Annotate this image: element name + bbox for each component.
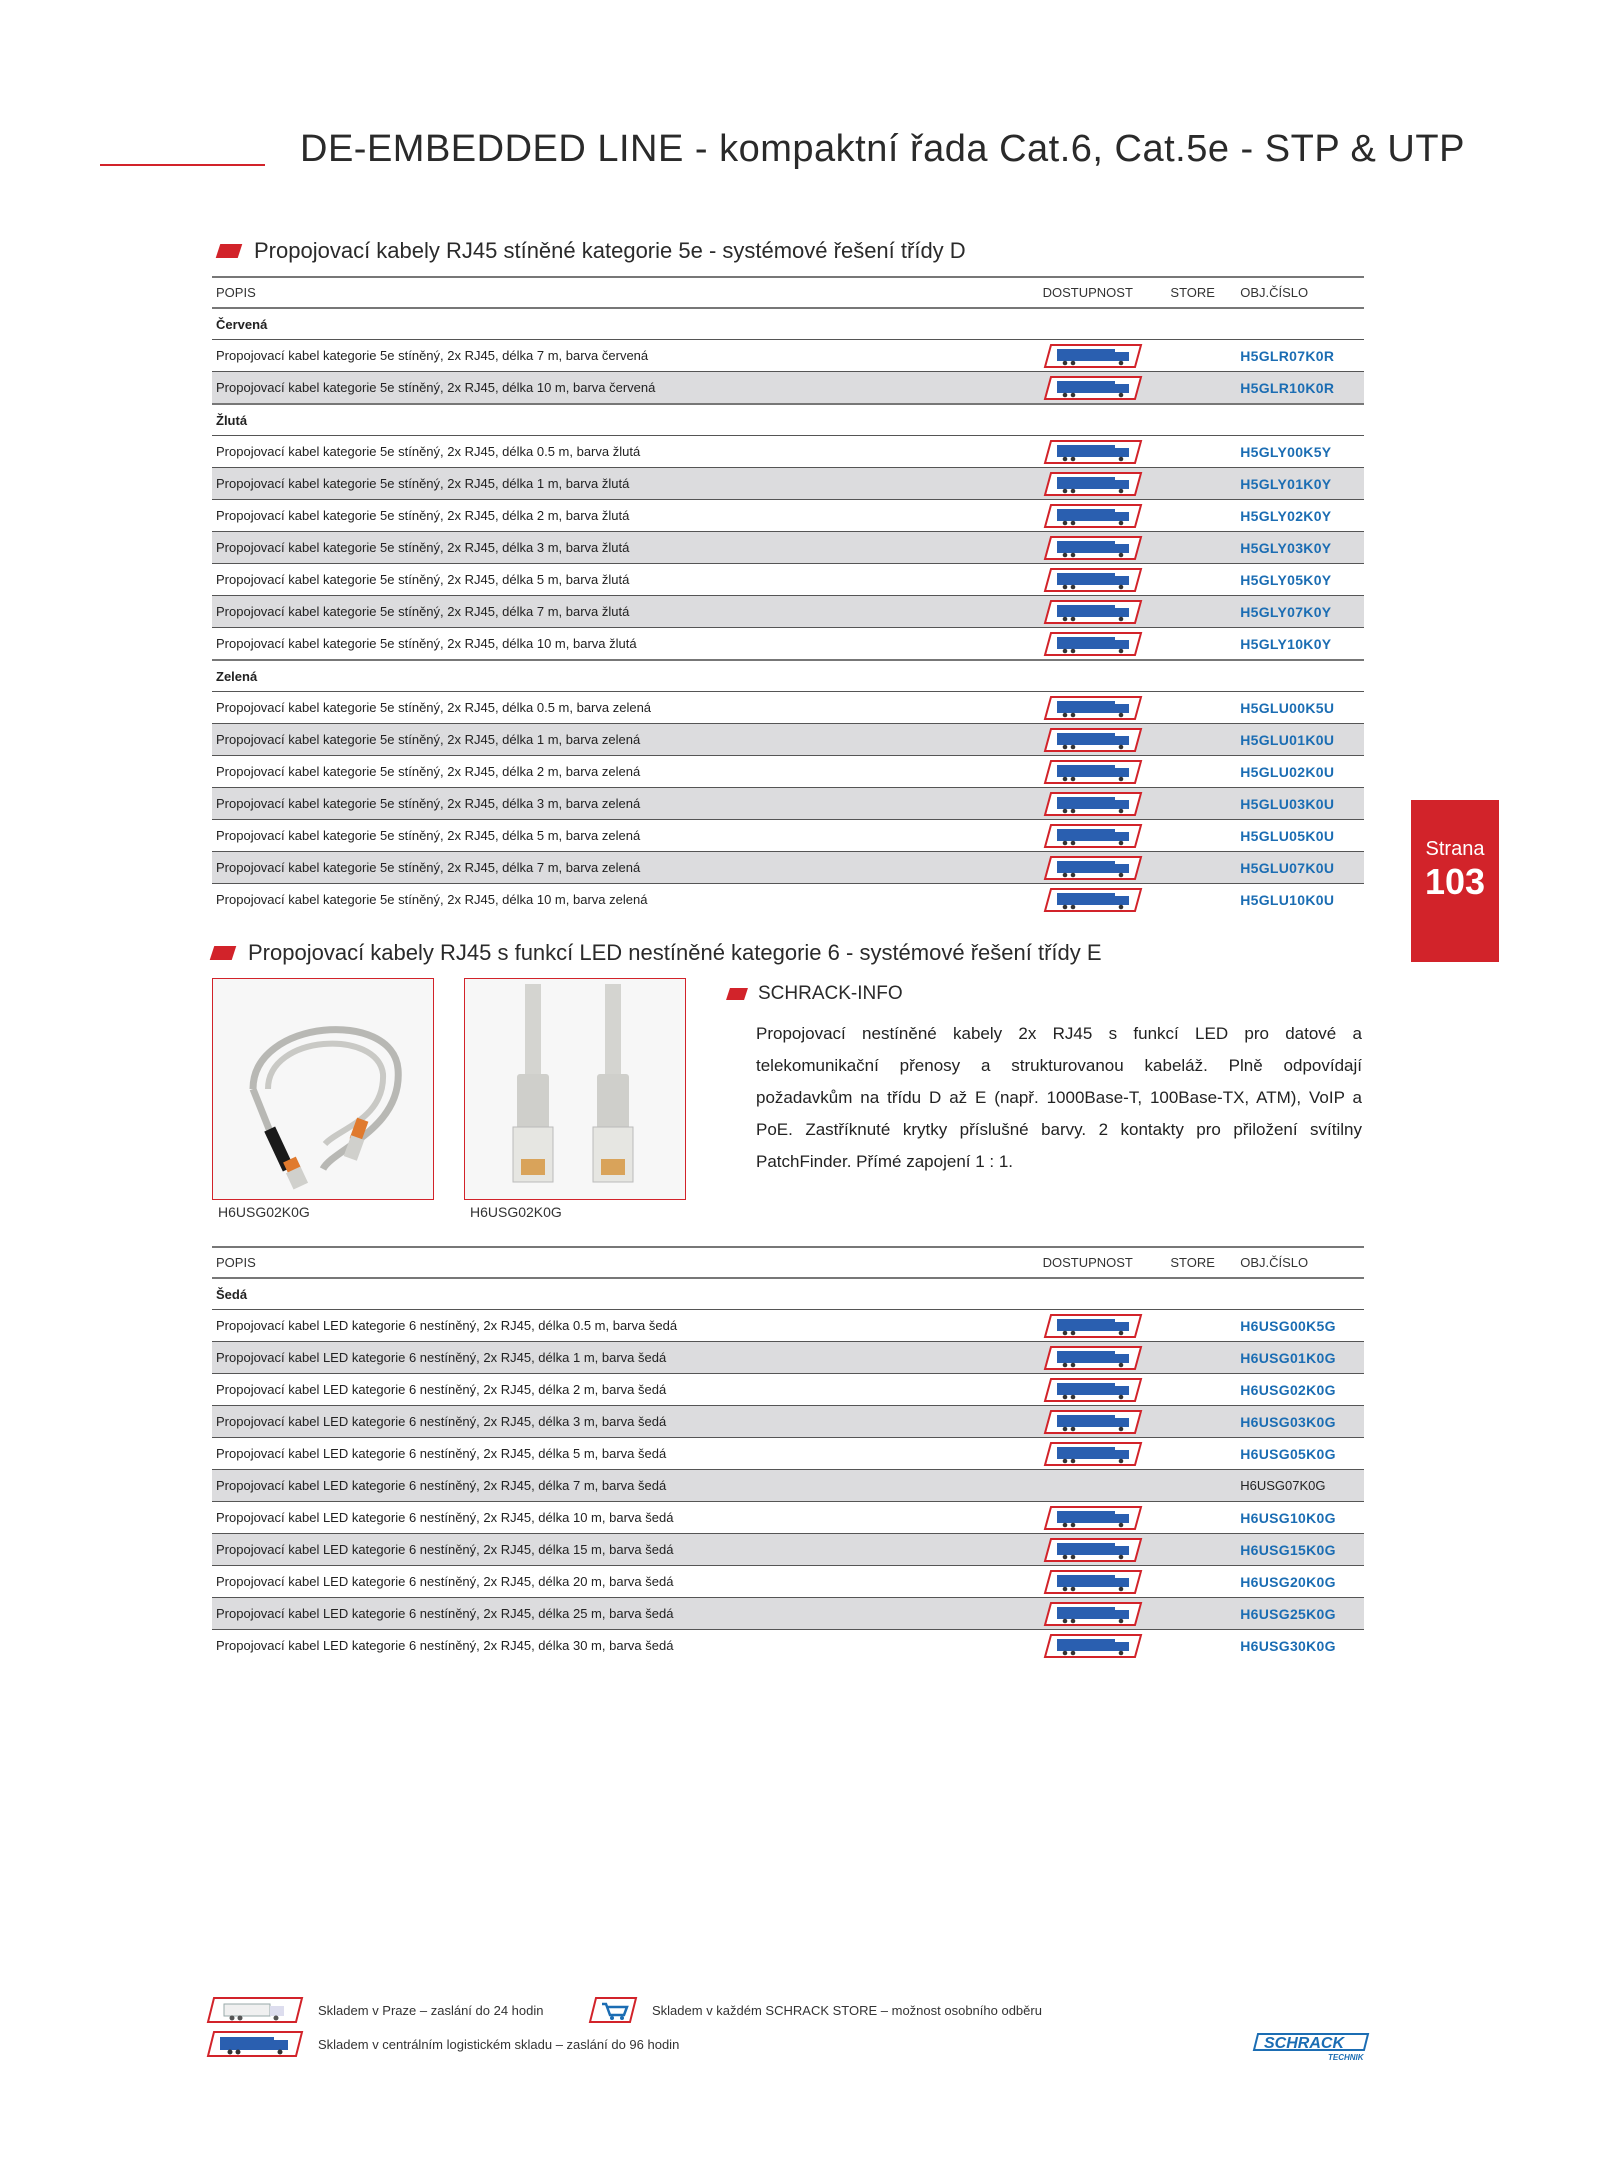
- product-description: Propojovací kabel LED kategorie 6 nestíněný, 2x RJ45, délka 30 m, barva šedá: [212, 1630, 1039, 1662]
- truck-white-icon: [206, 1996, 304, 2024]
- store-cell: [1166, 1342, 1236, 1374]
- truck-blue-icon: [1043, 567, 1143, 593]
- order-number[interactable]: H6USG02K0G: [1236, 1374, 1364, 1406]
- store-cell: [1166, 596, 1236, 628]
- order-number[interactable]: H6USG00K5G: [1236, 1310, 1364, 1342]
- table-row: [212, 436, 1364, 468]
- photo-caption-1: H6USG02K0G: [218, 1204, 310, 1220]
- store-cell: [1166, 1502, 1236, 1534]
- col-header-store: STORE: [1166, 1247, 1236, 1278]
- group-row: [212, 404, 1364, 436]
- table-row: [212, 820, 1364, 852]
- table-row: [212, 1502, 1364, 1534]
- table-row: [212, 532, 1364, 564]
- legend-central: [206, 2030, 679, 2058]
- col-header-popis: POPIS: [212, 1247, 1039, 1278]
- availability-cell: [1039, 852, 1167, 884]
- order-number[interactable]: H5GLU01K0U: [1236, 724, 1364, 756]
- order-number[interactable]: H6USG10K0G: [1236, 1502, 1364, 1534]
- store-cell: [1166, 788, 1236, 820]
- table-row: [212, 884, 1364, 916]
- store-cell: [1166, 628, 1236, 661]
- availability-cell: [1039, 564, 1167, 596]
- store-cell: [1166, 500, 1236, 532]
- store-cell: [1166, 756, 1236, 788]
- store-cell: [1166, 1374, 1236, 1406]
- order-number[interactable]: H5GLY05K0Y: [1236, 564, 1364, 596]
- col-header-dostupnost: DOSTUPNOST: [1039, 1247, 1167, 1278]
- photo-caption-2: H6USG02K0G: [470, 1204, 562, 1220]
- product-description: Propojovací kabel kategorie 5e stíněný, 2x RJ45, délka 10 m, barva žlutá: [212, 628, 1039, 661]
- product-description: Propojovací kabel kategorie 5e stíněný, 2x RJ45, délka 7 m, barva červená: [212, 340, 1039, 372]
- order-number[interactable]: H5GLU00K5U: [1236, 692, 1364, 724]
- store-cell: [1166, 532, 1236, 564]
- availability-cell: [1039, 1630, 1167, 1662]
- table-row: [212, 1438, 1364, 1470]
- truck-blue-icon: [1043, 1441, 1143, 1467]
- store-cell: [1166, 1310, 1236, 1342]
- availability-cell: [1039, 596, 1167, 628]
- page-number-tab: [1411, 800, 1499, 962]
- table-row: [212, 724, 1364, 756]
- truck-blue-icon: [1043, 1505, 1143, 1531]
- store-cell: [1166, 340, 1236, 372]
- store-cell: [1166, 692, 1236, 724]
- store-cell: [1166, 852, 1236, 884]
- order-number[interactable]: H5GLU05K0U: [1236, 820, 1364, 852]
- store-cell: [1166, 436, 1236, 468]
- store-cell: [1166, 372, 1236, 405]
- order-number[interactable]: H5GLY02K0Y: [1236, 500, 1364, 532]
- store-cell: [1166, 1630, 1236, 1662]
- availability-cell: [1039, 1374, 1167, 1406]
- truck-blue-icon: [1043, 759, 1143, 785]
- table-row: [212, 1534, 1364, 1566]
- product-description: Propojovací kabel kategorie 5e stíněný, 2x RJ45, délka 3 m, barva žlutá: [212, 532, 1039, 564]
- table-row: [212, 756, 1364, 788]
- product-description: Propojovací kabel kategorie 5e stíněný, 2x RJ45, délka 0.5 m, barva zelená: [212, 692, 1039, 724]
- legend-prague-text: Skladem v Praze – zaslání do 24 hodin: [318, 2002, 544, 2018]
- truck-blue-icon: [1043, 535, 1143, 561]
- store-cell: [1166, 1470, 1236, 1502]
- order-number: H6USG07K0G: [1236, 1470, 1364, 1502]
- table-row: [212, 1630, 1364, 1662]
- product-description: Propojovací kabel LED kategorie 6 nestíněný, 2x RJ45, délka 3 m, barva šedá: [212, 1406, 1039, 1438]
- product-description: Propojovací kabel kategorie 5e stíněný, 2x RJ45, délka 1 m, barva žlutá: [212, 468, 1039, 500]
- product-photo-connectors: [464, 978, 686, 1200]
- truck-blue-icon: [1043, 471, 1143, 497]
- schrack-logo: [1250, 2030, 1370, 2069]
- truck-blue-icon: [1043, 631, 1143, 657]
- order-number[interactable]: H6USG01K0G: [1236, 1342, 1364, 1374]
- availability-cell: [1039, 372, 1167, 405]
- store-cell: [1166, 724, 1236, 756]
- group-row: [212, 660, 1364, 692]
- product-description: Propojovací kabel LED kategorie 6 nestíněný, 2x RJ45, délka 5 m, barva šedá: [212, 1438, 1039, 1470]
- col-header-obj-cislo: OBJ.ČÍSLO: [1236, 277, 1364, 308]
- availability-cell: [1039, 756, 1167, 788]
- group-name: Žlutá: [212, 404, 1364, 436]
- page-number: 103: [1424, 861, 1486, 902]
- header-rule: [100, 164, 265, 166]
- truck-blue-icon: [1043, 1345, 1143, 1371]
- table-row: [212, 1598, 1364, 1630]
- order-number[interactable]: H6USG30K0G: [1236, 1630, 1364, 1662]
- table-row: [212, 628, 1364, 661]
- availability-cell: [1039, 436, 1167, 468]
- group-name: Červená: [212, 308, 1364, 340]
- order-number[interactable]: H5GLY07K0Y: [1236, 596, 1364, 628]
- col-header-obj-cislo: OBJ.ČÍSLO: [1236, 1247, 1364, 1278]
- col-header-dostupnost: DOSTUPNOST: [1039, 277, 1167, 308]
- store-cell: [1166, 468, 1236, 500]
- legend-prague: [206, 1996, 543, 2024]
- group-name: Zelená: [212, 660, 1364, 692]
- table-row: [212, 468, 1364, 500]
- table-row: [212, 340, 1364, 372]
- availability-cell: [1039, 1534, 1167, 1566]
- product-table-cat5e: [212, 276, 1364, 915]
- table-header-row: [212, 277, 1364, 308]
- section2-title: Propojovací kabely RJ45 s funkcí LED nestíněné kategorie 6 - systémové řešení třídy E: [248, 940, 1102, 965]
- availability-cell: [1039, 1438, 1167, 1470]
- group-row: [212, 308, 1364, 340]
- group-name: Šedá: [212, 1278, 1364, 1310]
- product-description: Propojovací kabel kategorie 5e stíněný, 2x RJ45, délka 2 m, barva žlutá: [212, 500, 1039, 532]
- order-number[interactable]: H5GLY03K0Y: [1236, 532, 1364, 564]
- truck-blue-icon: [1043, 343, 1143, 369]
- truck-blue-icon: [1043, 823, 1143, 849]
- order-number[interactable]: H6USG05K0G: [1236, 1438, 1364, 1470]
- legend-store-text: Skladem v každém SCHRACK STORE – možnost osobního odběru: [652, 2002, 1042, 2018]
- table-row: [212, 1310, 1364, 1342]
- product-photo-cable-coil: [212, 978, 434, 1200]
- store-cell: [1166, 1534, 1236, 1566]
- shopping-cart-icon: [588, 1996, 638, 2024]
- order-number[interactable]: H5GLU02K0U: [1236, 756, 1364, 788]
- product-description: Propojovací kabel LED kategorie 6 nestíněný, 2x RJ45, délka 15 m, barva šedá: [212, 1534, 1039, 1566]
- section-marker-icon: [216, 244, 243, 258]
- product-description: Propojovací kabel LED kategorie 6 nestíněný, 2x RJ45, délka 1 m, barva šedá: [212, 1342, 1039, 1374]
- availability-cell: [1039, 1406, 1167, 1438]
- truck-blue-icon: [1043, 791, 1143, 817]
- availability-cell: [1039, 468, 1167, 500]
- table-row: [212, 692, 1364, 724]
- truck-blue-icon: [1043, 599, 1143, 625]
- product-description: Propojovací kabel kategorie 5e stíněný, 2x RJ45, délka 7 m, barva žlutá: [212, 596, 1039, 628]
- table-row: [212, 1374, 1364, 1406]
- truck-blue-icon: [206, 2030, 304, 2058]
- store-cell: [1166, 564, 1236, 596]
- order-number[interactable]: H5GLR10K0R: [1236, 372, 1364, 405]
- truck-blue-icon: [1043, 1537, 1143, 1563]
- availability-cell: [1039, 340, 1167, 372]
- truck-blue-icon: [1043, 887, 1143, 913]
- legend-central-text: Skladem v centrálním logistickém skladu – zaslání do 96 hodin: [318, 2036, 680, 2052]
- store-cell: [1166, 1406, 1236, 1438]
- table-row: [212, 788, 1364, 820]
- table-row: [212, 852, 1364, 884]
- product-description: Propojovací kabel kategorie 5e stíněný, 2x RJ45, délka 5 m, barva zelená: [212, 820, 1039, 852]
- availability-cell: [1039, 884, 1167, 916]
- product-description: Propojovací kabel LED kategorie 6 nestíněný, 2x RJ45, délka 20 m, barva šedá: [212, 1566, 1039, 1598]
- truck-blue-icon: [1043, 855, 1143, 881]
- product-description: Propojovací kabel kategorie 5e stíněný, 2x RJ45, délka 10 m, barva červená: [212, 372, 1039, 405]
- section-marker-icon: [210, 946, 237, 960]
- order-number[interactable]: H5GLR07K0R: [1236, 340, 1364, 372]
- truck-blue-icon: [1043, 1409, 1143, 1435]
- product-description: Propojovací kabel kategorie 5e stíněný, 2x RJ45, délka 3 m, barva zelená: [212, 788, 1039, 820]
- product-description: Propojovací kabel kategorie 5e stíněný, 2x RJ45, délka 5 m, barva žlutá: [212, 564, 1039, 596]
- product-description: Propojovací kabel LED kategorie 6 nestíněný, 2x RJ45, délka 2 m, barva šedá: [212, 1374, 1039, 1406]
- table-row: [212, 1566, 1364, 1598]
- truck-blue-icon: [1043, 439, 1143, 465]
- availability-cell: [1039, 724, 1167, 756]
- order-number[interactable]: H6USG15K0G: [1236, 1534, 1364, 1566]
- legend-store: [588, 1996, 1042, 2024]
- page-title: DE-EMBEDDED LINE - kompaktní řada Cat.6, Cat.5e - STP & UTP: [300, 128, 1465, 170]
- group-row: [212, 1278, 1364, 1310]
- table-row: [212, 1406, 1364, 1438]
- rj45-connectors-icon: [465, 979, 685, 1199]
- order-number[interactable]: H5GLY01K0Y: [1236, 468, 1364, 500]
- product-description: Propojovací kabel LED kategorie 6 nestíněný, 2x RJ45, délka 10 m, barva šedá: [212, 1502, 1039, 1534]
- section2-title-row: [212, 940, 1102, 966]
- product-description: Propojovací kabel kategorie 5e stíněný, 2x RJ45, délka 1 m, barva zelená: [212, 724, 1039, 756]
- order-number[interactable]: H6USG20K0G: [1236, 1566, 1364, 1598]
- store-cell: [1166, 884, 1236, 916]
- truck-blue-icon: [1043, 1601, 1143, 1627]
- availability-cell: [1039, 532, 1167, 564]
- availability-cell: [1039, 1310, 1167, 1342]
- schrack-info-title: SCHRACK-INFO: [758, 983, 903, 1004]
- product-table-cat6-led: [212, 1246, 1364, 1661]
- svg-text:TECHNIK: TECHNIK: [1328, 2053, 1364, 2062]
- availability-cell: [1039, 1470, 1167, 1502]
- section1-title: Propojovací kabely RJ45 stíněné kategorie 5e - systémové řešení třídy D: [254, 238, 966, 263]
- truck-blue-icon: [1043, 695, 1143, 721]
- truck-blue-icon: [1043, 1569, 1143, 1595]
- truck-blue-icon: [1043, 1377, 1143, 1403]
- product-description: Propojovací kabel LED kategorie 6 nestíněný, 2x RJ45, délka 7 m, barva šedá: [212, 1470, 1039, 1502]
- truck-blue-icon: [1043, 1313, 1143, 1339]
- table-row: [212, 372, 1364, 405]
- table-header-row: [212, 1247, 1364, 1278]
- table-row: [212, 596, 1364, 628]
- section1-title-row: [218, 238, 966, 264]
- store-cell: [1166, 820, 1236, 852]
- product-description: Propojovací kabel LED kategorie 6 nestíněný, 2x RJ45, délka 25 m, barva šedá: [212, 1598, 1039, 1630]
- info-marker-icon: [726, 988, 748, 1000]
- order-number[interactable]: H5GLY00K5Y: [1236, 436, 1364, 468]
- col-header-store: STORE: [1166, 277, 1236, 308]
- table-row: [212, 564, 1364, 596]
- svg-text:SCHRACK: SCHRACK: [1264, 2035, 1344, 2052]
- availability-cell: [1039, 692, 1167, 724]
- truck-blue-icon: [1043, 503, 1143, 529]
- order-number[interactable]: H5GLY10K0Y: [1236, 628, 1364, 661]
- store-cell: [1166, 1598, 1236, 1630]
- schrack-logo-icon: [1250, 2030, 1370, 2064]
- table-row: [212, 1342, 1364, 1374]
- schrack-info-text: Propojovací nestíněné kabely 2x RJ45 s funkcí LED pro datové a telekomunikační přenosy a strukturovanou kabeláž. Plně odpovídají požadavkům na třídu D až E (např. 1000Base-T, 100Base-TX, ATM), VoIP a PoE. Zastříknuté krytky příslušné barvy. 2 kontakty pro přiložení svítilny PatchFinder. Přímé zapojení 1 : 1.: [756, 1024, 1362, 1171]
- col-header-popis: POPIS: [212, 277, 1039, 308]
- availability-cell: [1039, 500, 1167, 532]
- truck-blue-icon: [1043, 727, 1143, 753]
- availability-cell: [1039, 1598, 1167, 1630]
- table-row: [212, 500, 1364, 532]
- availability-cell: [1039, 628, 1167, 661]
- product-description: Propojovací kabel kategorie 5e stíněný, 2x RJ45, délka 10 m, barva zelená: [212, 884, 1039, 916]
- order-number[interactable]: H6USG03K0G: [1236, 1406, 1364, 1438]
- availability-cell: [1039, 820, 1167, 852]
- order-number[interactable]: H5GLU07K0U: [1236, 852, 1364, 884]
- order-number[interactable]: H5GLU10K0U: [1236, 884, 1364, 916]
- product-description: Propojovací kabel kategorie 5e stíněný, 2x RJ45, délka 7 m, barva zelená: [212, 852, 1039, 884]
- order-number[interactable]: H5GLU03K0U: [1236, 788, 1364, 820]
- availability-cell: [1039, 1566, 1167, 1598]
- truck-blue-icon: [1043, 375, 1143, 401]
- product-description: Propojovací kabel kategorie 5e stíněný, 2x RJ45, délka 0.5 m, barva žlutá: [212, 436, 1039, 468]
- store-cell: [1166, 1566, 1236, 1598]
- product-description: Propojovací kabel LED kategorie 6 nestíněný, 2x RJ45, délka 0.5 m, barva šedá: [212, 1310, 1039, 1342]
- cable-coil-icon: [213, 979, 433, 1199]
- store-cell: [1166, 1438, 1236, 1470]
- page-label: Strana: [1425, 838, 1485, 860]
- availability-cell: [1039, 1502, 1167, 1534]
- product-description: Propojovací kabel kategorie 5e stíněný, 2x RJ45, délka 2 m, barva zelená: [212, 756, 1039, 788]
- schrack-info-title-row: [728, 983, 903, 1005]
- table-row: [212, 1470, 1364, 1502]
- truck-blue-icon: [1043, 1633, 1143, 1659]
- availability-cell: [1039, 788, 1167, 820]
- order-number[interactable]: H6USG25K0G: [1236, 1598, 1364, 1630]
- availability-cell: [1039, 1342, 1167, 1374]
